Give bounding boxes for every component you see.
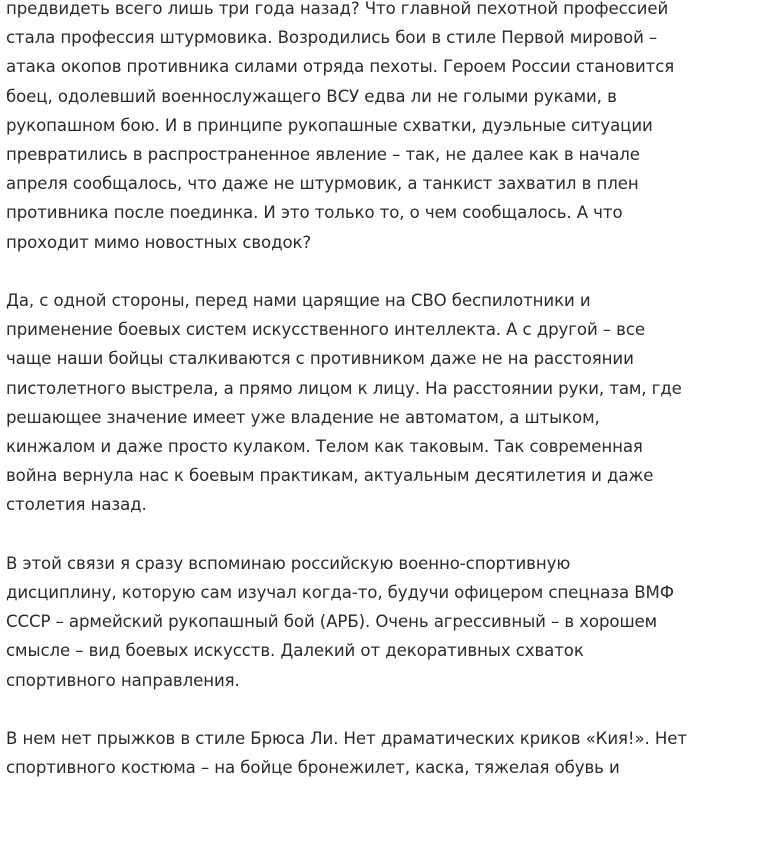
- text-line: смысле – вид боевых искусств. Далекий от декоративных схваток: [6, 641, 584, 661]
- text-line: спортивного костюма – на бойце бронежилет, каска, тяжелая обувь и: [6, 758, 620, 778]
- text-line: спортивного направления.: [6, 670, 240, 690]
- text-line: стала профессия штурмовика. Возродились бои в стиле Первой мировой –: [6, 28, 658, 48]
- text-line: В этой связи я сразу вспоминаю российскую военно-спортивную: [6, 553, 571, 573]
- text-line: апреля сообщалось, что даже не штурмовик, а танкист захватил в плен: [6, 174, 639, 194]
- text-line: чаще наши бойцы сталкиваются с противником даже не на расстоянии: [6, 349, 634, 369]
- text-line: столетия назад.: [6, 495, 147, 515]
- text-line: боец, одолевший военнослужащего ВСУ едва ли не голыми руками, в: [6, 86, 617, 106]
- text-line: превратились в распространенное явление – так, не далее как в начале: [6, 145, 640, 165]
- paragraph-1: [6, 0, 778, 257]
- text-line: кинжалом и даже просто кулаком. Телом как таковым. Так современная: [6, 437, 643, 457]
- paragraph-4: [6, 724, 778, 782]
- text-line: предвидеть всего лишь три года назад? Что главной пехотной профессией: [6, 0, 669, 18]
- text-line: атака окопов противника силами отряда пехоты. Героем России становится: [6, 57, 675, 77]
- paragraph-3: [6, 549, 778, 695]
- text-line: применение боевых систем искусственного интеллекта. А с другой – все: [6, 320, 645, 340]
- paragraph-2: [6, 286, 778, 520]
- text-line: пистолетного выстрела, а прямо лицом к лицу. На расстоянии руки, там, где: [6, 378, 682, 398]
- text-line: проходит мимо новостных сводок?: [6, 232, 312, 252]
- text-line: СССР – армейский рукопашный бой (АРБ). Очень агрессивный – в хорошем: [6, 612, 658, 632]
- article-body: [6, 0, 778, 812]
- text-line: противника после поединка. И это только то, о чем сообщалось. А что: [6, 203, 623, 223]
- text-line: дисциплину, которую сам изучал когда-то, будучи офицером спецназа ВМФ: [6, 583, 674, 603]
- text-line: война вернула нас к боевым практикам, актуальным десятилетия и даже: [6, 466, 654, 486]
- text-line: Да, с одной стороны, перед нами царящие на СВО беспилотники и: [6, 291, 591, 311]
- text-line: решающее значение имеет уже владение не автоматом, а штыком,: [6, 407, 600, 427]
- text-line: рукопашном бою. И в принципе рукопашные схватки, дуэльные ситуации: [6, 115, 653, 135]
- text-line: В нем нет прыжков в стиле Брюса Ли. Нет драматических криков «Кия!». Нет: [6, 729, 687, 749]
